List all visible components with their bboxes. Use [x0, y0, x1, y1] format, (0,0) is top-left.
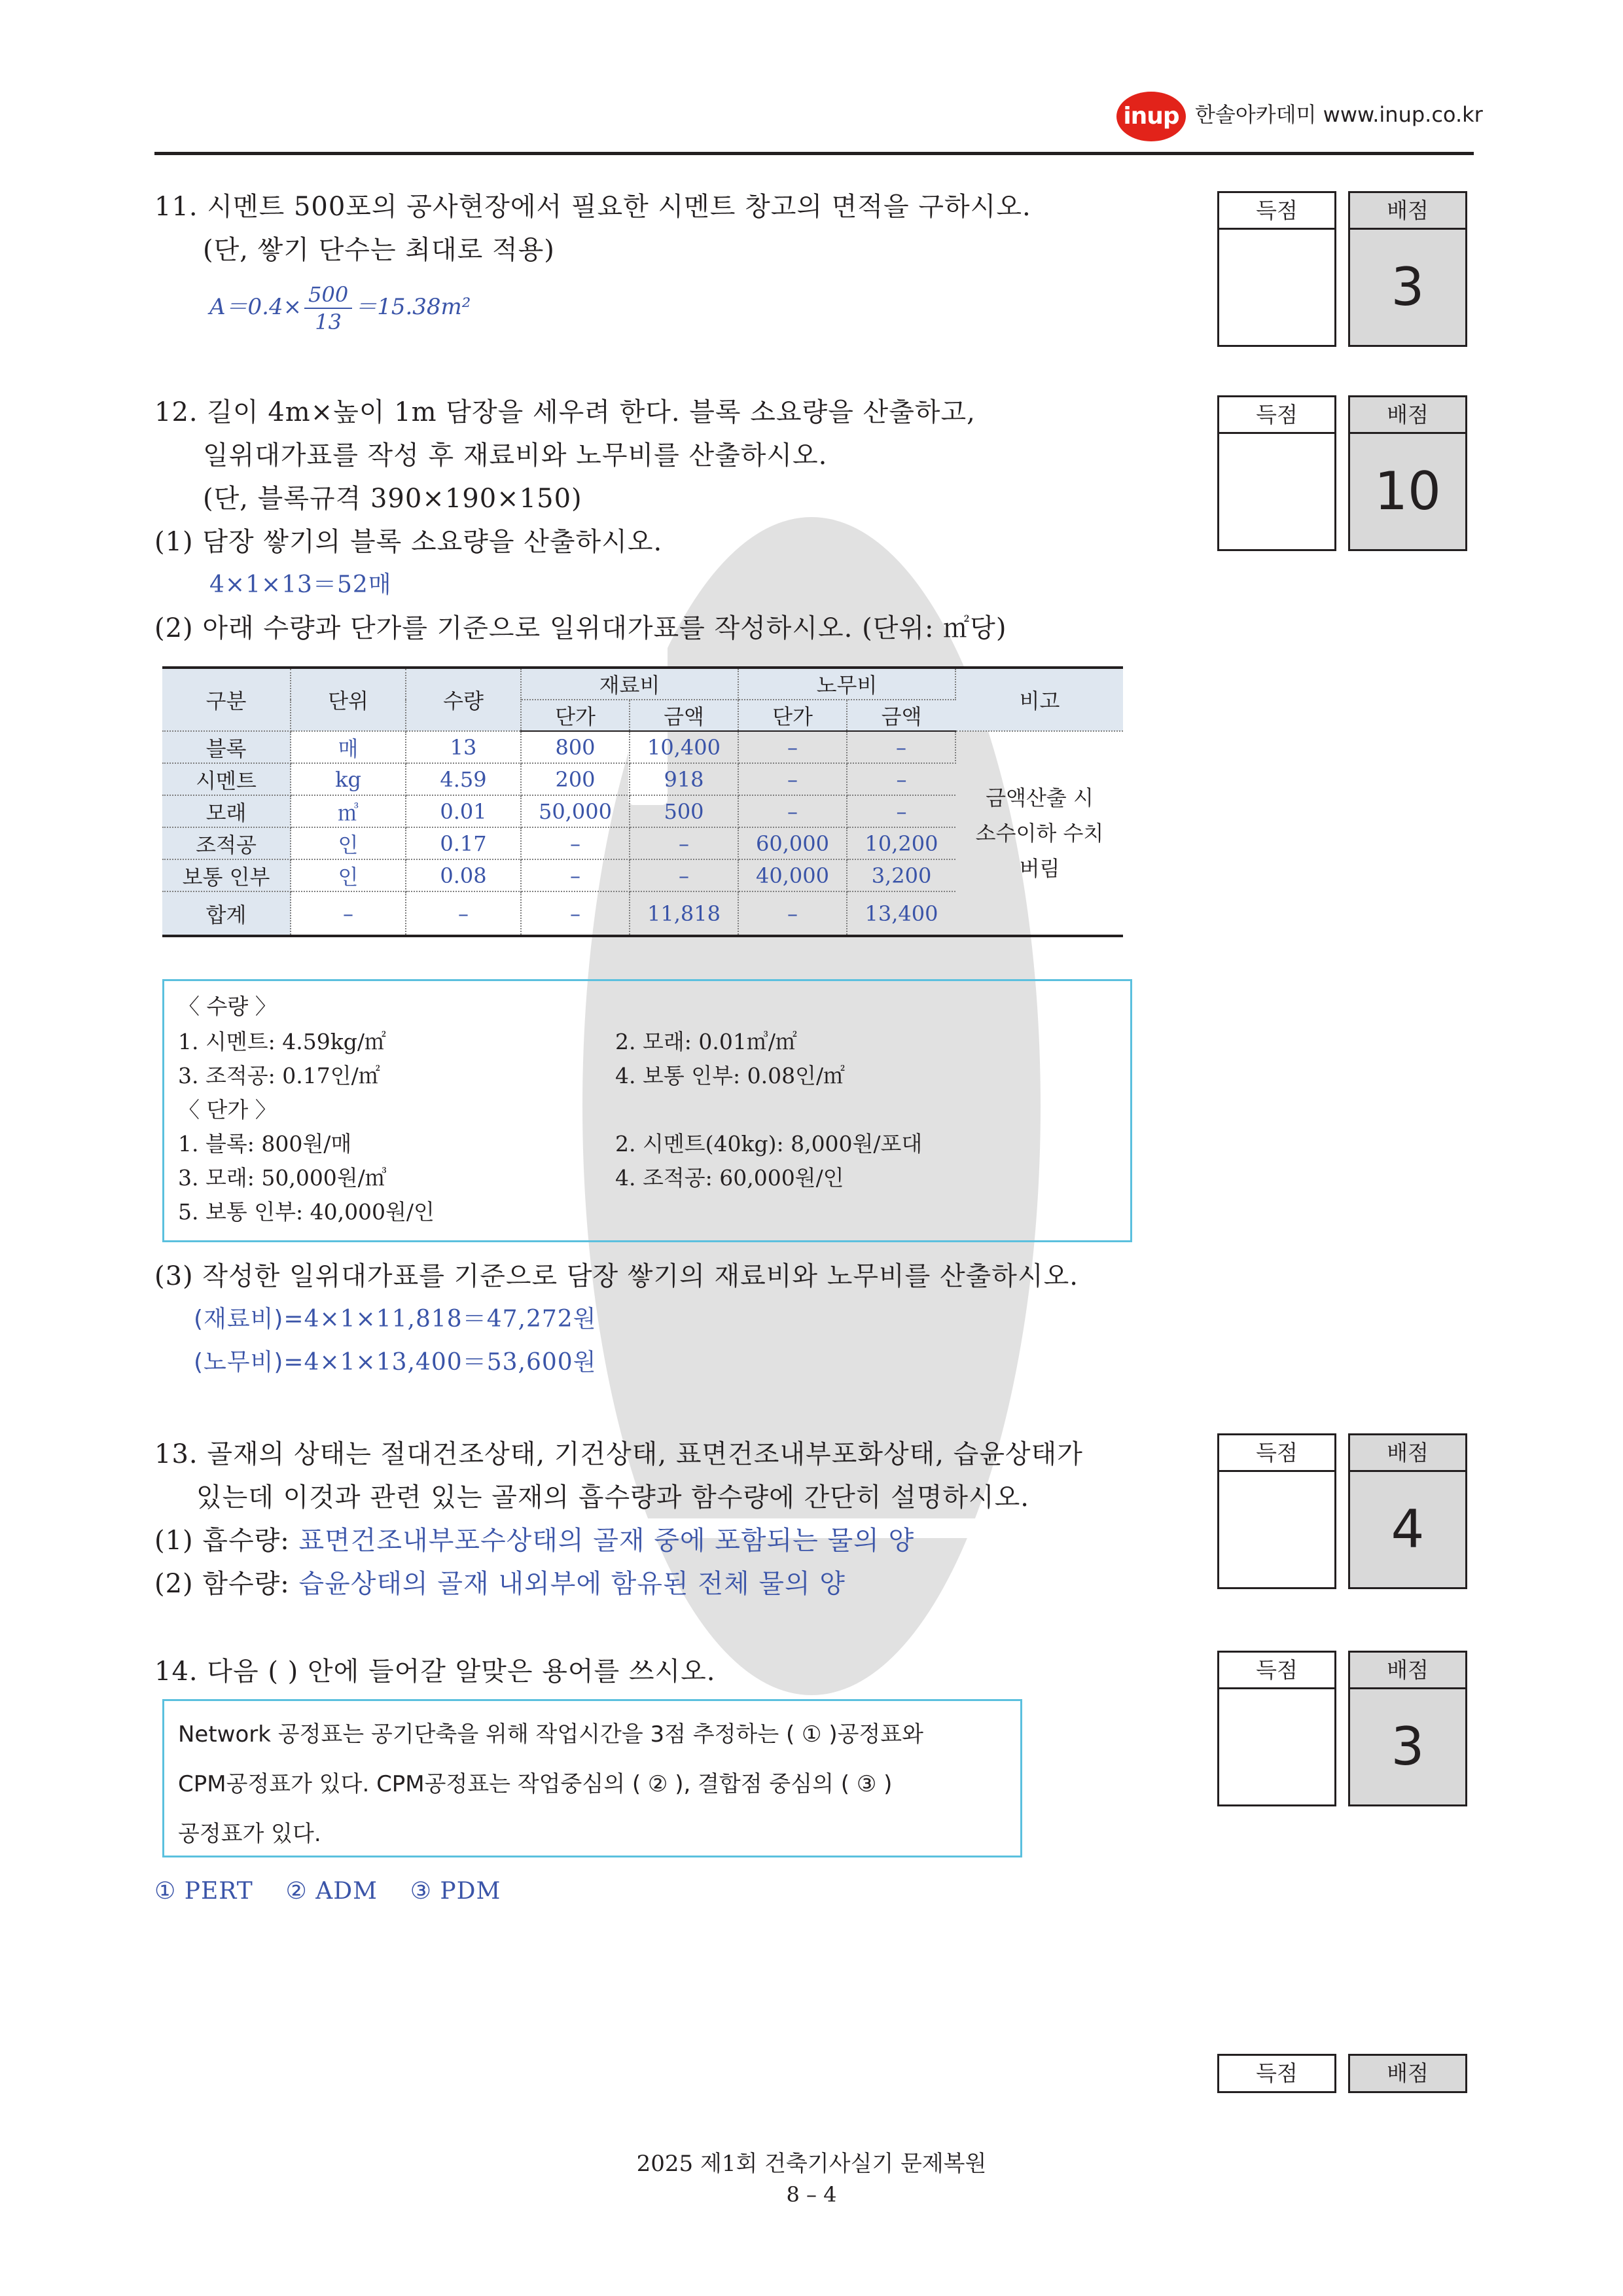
- th-labor-amount: 금액: [847, 700, 955, 731]
- q11-answer-denominator: 13: [315, 310, 342, 334]
- q12-answer3b: [194, 1346, 596, 1380]
- price-item: 1. 블록: 800원/매: [178, 1131, 352, 1157]
- q13-answer2-text: 습윤상태의 골재 내외부에 함유된 전체 물의 양: [298, 1569, 846, 1599]
- points-label: 배점: [1387, 2060, 1429, 2086]
- th-material: 재료비: [521, 668, 738, 700]
- cell-labor-price: –: [738, 795, 847, 827]
- th-material-unit-price: 단가: [521, 700, 630, 731]
- q14-points-value: 3: [1391, 1716, 1425, 1777]
- cell-labor-amount: –: [847, 795, 955, 827]
- cell-material-amount: 500: [630, 795, 738, 827]
- qty-heading: 〈 수량 〉: [178, 994, 277, 1019]
- cell-material-price: –: [521, 859, 630, 891]
- q13-score-box: [1217, 1433, 1336, 1589]
- note-cell: [955, 731, 1123, 936]
- price-item: 2. 시멘트(40kg): 8,000원/포대: [615, 1131, 923, 1157]
- cell-unit: 인: [291, 859, 406, 891]
- cell-unit: ㎥: [291, 795, 406, 827]
- q11-answer-lhs: A＝0.4×: [209, 294, 302, 320]
- q12-line1: 12. 길이 4m×높이 1m 담장을 세우려 한다. 블록 소요량을 산출하고,: [154, 397, 976, 427]
- row-label: 조적공: [162, 827, 291, 859]
- th-note: 비고: [955, 668, 1123, 731]
- q12-score-box: [1217, 395, 1336, 551]
- cell-labor-amount: 13,400: [847, 891, 955, 936]
- cell-material-price: –: [521, 827, 630, 859]
- score-label: 득점: [1219, 397, 1334, 434]
- row-label: 블록: [162, 731, 291, 763]
- q12-sub2: (2) 아래 수량과 단가를 기준으로 일위대가표를 작성하시오. (단위: ㎡당): [154, 613, 1007, 643]
- q13-answer1-label: (1) 흡수량:: [154, 1526, 290, 1556]
- q13-answer1-text: 표면건조내부포수상태의 골재 중에 포함되는 물의 양: [298, 1526, 915, 1556]
- q11-line1: 11. 시멘트 500포의 공사현장에서 필요한 시멘트 창고의 면적을 구하시오.: [154, 192, 1031, 222]
- points-label: 배점: [1350, 397, 1465, 434]
- q12-answer3a: [194, 1302, 596, 1336]
- q11-answer-fraction: [304, 281, 352, 335]
- material-cost-formula: =4×1×11,818＝47,272원: [283, 1306, 597, 1333]
- qty-item: 2. 모래: 0.01㎥/㎡: [615, 1029, 797, 1054]
- cell-qty: 0.08: [406, 859, 521, 891]
- table-row: [162, 731, 1123, 763]
- cell-unit: kg: [291, 763, 406, 795]
- th-labor-unit-price: 단가: [738, 700, 847, 731]
- cell-labor-price: 40,000: [738, 859, 847, 891]
- q13-points-box: [1348, 1433, 1467, 1589]
- q12-line3: (단, 블록규격 390×190×150): [203, 484, 582, 514]
- cell-qty: 0.17: [406, 827, 521, 859]
- qty-item: 1. 시멘트: 4.59kg/㎡: [178, 1029, 386, 1054]
- qty-item: 4. 보통 인부: 0.08인/㎡: [615, 1063, 846, 1088]
- qty-item: 3. 조적공: 0.17인/㎡: [178, 1063, 380, 1088]
- cell-material-amount: 10,400: [630, 731, 738, 763]
- cell-unit: 인: [291, 827, 406, 859]
- q14-answer: ① PERT: [154, 1878, 253, 1905]
- cell-unit: –: [291, 891, 406, 936]
- q13-points-value: 4: [1391, 1499, 1425, 1560]
- q13-answer2-label: (2) 함수량:: [154, 1569, 290, 1599]
- cell-material-amount: 11,818: [630, 891, 738, 936]
- q14-answers: [154, 1874, 501, 1909]
- cell-material-price: –: [521, 891, 630, 936]
- labor-cost-formula: =4×1×13,400＝53,600원: [283, 1349, 597, 1376]
- q12-sub1: (1) 담장 쌓기의 블록 소요량을 산출하시오.: [154, 527, 663, 557]
- cell-labor-amount: 10,200: [847, 827, 955, 859]
- cell-material-amount: –: [630, 859, 738, 891]
- q14-answer: ③ PDM: [410, 1878, 501, 1905]
- score-label: 득점: [1219, 1653, 1334, 1689]
- q14-box-line: 공정표가 있다.: [178, 1821, 321, 1847]
- note-line: 버림: [1019, 856, 1060, 881]
- q12-answer1: 4×1×13＝52매: [209, 571, 392, 598]
- q11-points-box: [1348, 191, 1467, 347]
- cell-material-price: 200: [521, 763, 630, 795]
- page-number: 8 – 4: [786, 2182, 837, 2207]
- th-qty: 수량: [406, 668, 521, 731]
- points-label: 배점: [1350, 1653, 1465, 1689]
- cell-labor-amount: –: [847, 763, 955, 795]
- cell-labor-amount: 3,200: [847, 859, 955, 891]
- material-cost-label: (재료비): [194, 1306, 284, 1333]
- points-label: 배점: [1350, 1435, 1465, 1472]
- th-unit: 단위: [291, 668, 406, 731]
- cell-labor-price: –: [738, 731, 847, 763]
- q13-line1: 13. 골재의 상태는 절대건조상태, 기건상태, 표면건조내부포화상태, 습윤상태가: [154, 1439, 1083, 1469]
- th-category: 구분: [162, 668, 291, 731]
- cell-qty: 4.59: [406, 763, 521, 795]
- q14-box-line: Network 공정표는 공기단축을 위해 작업시간을 3점 추정하는 ( ① )공정표와: [178, 1721, 923, 1748]
- q11-line2: (단, 쌓기 단수는 최대로 적용): [203, 235, 555, 265]
- q14-answer: ② ADM: [285, 1878, 378, 1905]
- q12-sub3: (3) 작성한 일위대가표를 기준으로 담장 쌓기의 재료비와 노무비를 산출하시오.: [154, 1261, 1079, 1291]
- note-line: 금액산출 시: [986, 785, 1094, 810]
- q13-answer1: [154, 1524, 914, 1558]
- q11-answer-rhs: ＝15.38m²: [355, 294, 471, 320]
- row-label: 시멘트: [162, 763, 291, 795]
- unit-cost-table: [162, 666, 1123, 937]
- row-label: 보통 인부: [162, 859, 291, 891]
- cell-material-amount: 918: [630, 763, 738, 795]
- q12-line2: 일위대가표를 작성 후 재료비와 노무비를 산출하시오.: [203, 440, 828, 471]
- cell-labor-amount: –: [847, 731, 955, 763]
- score-label: 득점: [1219, 193, 1334, 230]
- price-item: 3. 모래: 50,000원/㎥: [178, 1165, 387, 1191]
- q13-line2: 있는데 이것과 관련 있는 골재의 흡수량과 함수량에 간단히 설명하시오.: [196, 1482, 1029, 1513]
- q14-line1: 14. 다음 ( ) 안에 들어갈 알맞은 용어를 쓰시오.: [154, 1657, 716, 1687]
- score-label: 득점: [1219, 1435, 1334, 1472]
- cell-material-amount: –: [630, 827, 738, 859]
- row-label: 합계: [162, 891, 291, 936]
- labor-cost-label: (노무비): [194, 1349, 284, 1376]
- q11-score-box: [1217, 191, 1336, 347]
- price-item: 4. 조적공: 60,000원/인: [615, 1165, 844, 1191]
- q14-box-line: CPM공정표가 있다. CPM공정표는 작업중심의 ( ② ), 결합점 중심의 ( ③ ): [178, 1771, 893, 1797]
- cell-qty: –: [406, 891, 521, 936]
- cell-material-price: 800: [521, 731, 630, 763]
- total-score-box: [1217, 2054, 1336, 2093]
- cell-labor-price: –: [738, 763, 847, 795]
- q14-points-box: [1348, 1651, 1467, 1806]
- cell-material-price: 50,000: [521, 795, 630, 827]
- row-label: 모래: [162, 795, 291, 827]
- q12-points-value: 10: [1374, 461, 1441, 522]
- inup-logo: inup: [1116, 92, 1186, 141]
- q13-answer2: [154, 1567, 846, 1601]
- q12-points-box: [1348, 395, 1467, 551]
- th-labor: 노무비: [738, 668, 955, 700]
- note-line: 소수이하 수치: [975, 821, 1104, 846]
- q14-score-box: [1217, 1651, 1336, 1806]
- footer-title: 2025 제1회 건축기사실기 문제복원: [636, 2151, 987, 2177]
- price-item: 5. 보통 인부: 40,000원/인: [178, 1199, 435, 1225]
- cell-labor-price: 60,000: [738, 827, 847, 859]
- score-label: 득점: [1256, 2060, 1298, 2086]
- cell-labor-price: –: [738, 891, 847, 936]
- cell-qty: 13: [406, 731, 521, 763]
- q11-answer-numerator: 500: [304, 281, 352, 309]
- cell-qty: 0.01: [406, 795, 521, 827]
- points-label: 배점: [1350, 193, 1465, 230]
- header-divider: [154, 152, 1474, 155]
- th-material-amount: 금액: [630, 700, 738, 731]
- q11-answer: [209, 281, 471, 335]
- brand-text: 한솔아카데미 www.inup.co.kr: [1195, 102, 1483, 127]
- q11-points-value: 3: [1391, 257, 1425, 317]
- cell-unit: 매: [291, 731, 406, 763]
- price-heading: 〈 단가 〉: [178, 1097, 277, 1122]
- total-points-box: [1348, 2054, 1467, 2093]
